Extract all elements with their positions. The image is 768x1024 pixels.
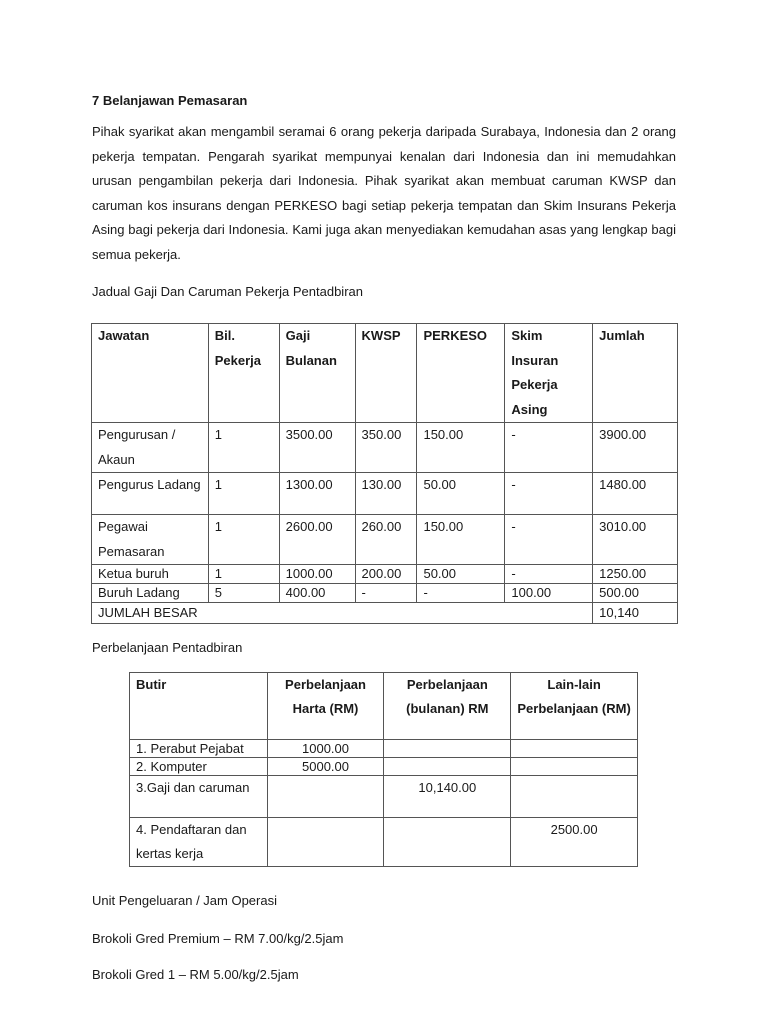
table-cell: 350.00	[355, 423, 417, 473]
table-cell: Ketua buruh	[92, 565, 209, 584]
table-cell: 50.00	[417, 473, 505, 515]
header-cell: Bil. Pekerja	[208, 324, 279, 423]
table-row	[130, 758, 638, 776]
price-line-grade1: Brokoli Gred 1 – RM 5.00/kg/2.5jam	[92, 967, 299, 982]
table-cell: 1	[208, 565, 279, 584]
header-cell: Jawatan	[92, 324, 209, 423]
table-cell: 4. Pendaftaran dan kertas kerja	[130, 818, 268, 867]
admin-expense-table	[129, 672, 638, 867]
table-cell: Pengurus Ladang	[92, 473, 209, 515]
total-value: 10,140	[593, 603, 678, 624]
table-total-row	[92, 603, 678, 624]
table-row	[130, 776, 638, 818]
table-header-row	[130, 673, 638, 740]
table-cell: Pegawai Pemasaran	[92, 515, 209, 565]
table-cell: 3.Gaji dan caruman	[130, 776, 268, 818]
salary-table	[91, 323, 678, 624]
table-cell: 2. Komputer	[130, 758, 268, 776]
total-label: JUMLAH BESAR	[92, 603, 593, 624]
table1-caption: Jadual Gaji Dan Caruman Pekerja Pentadbiran	[92, 284, 363, 299]
table-cell: 3900.00	[593, 423, 678, 473]
table-row	[92, 423, 678, 473]
table-row	[130, 818, 638, 867]
table-cell: 1	[208, 473, 279, 515]
table-cell: 3010.00	[593, 515, 678, 565]
intro-paragraph: Pihak syarikat akan mengambil seramai 6 orang pekerja daripada Surabaya, Indonesia dan 2 orang pekerja tempatan. Pengarah syarikat mempunyai kenalan dari Indonesia dan ini memudahkan urusan pengambilan pekerja dari Indonesia. Pihak syarikat akan membuat caruman KWSP dan caruman kos insurans dengan PERKESO bagi setiap pekerja tempatan dan Skim Insurans Pekerja Asing bagi pekerja dari Indonesia. Kami juga akan menyediakan kemudahan asas yang lengkap bagi semua pekerja.	[92, 124, 676, 262]
table-cell: -	[417, 584, 505, 603]
table-cell: 1. Perabut Pejabat	[130, 740, 268, 758]
header-cell: Perbelanjaan (bulanan) RM	[384, 673, 511, 740]
header-cell: Jumlah	[593, 324, 678, 423]
table-cell	[267, 776, 384, 818]
table-row	[92, 473, 678, 515]
table-cell: -	[355, 584, 417, 603]
table-row	[92, 515, 678, 565]
table-cell: 50.00	[417, 565, 505, 584]
table-cell: 1300.00	[279, 473, 355, 515]
table-cell	[511, 758, 638, 776]
table-header-row	[92, 324, 678, 423]
table-cell: 1000.00	[267, 740, 384, 758]
price-line-premium: Brokoli Gred Premium – RM 7.00/kg/2.5jam	[92, 931, 344, 946]
table-cell: -	[505, 423, 593, 473]
table-cell: 5000.00	[267, 758, 384, 776]
table-cell: 10,140.00	[384, 776, 511, 818]
table-cell: 260.00	[355, 515, 417, 565]
table-row	[130, 740, 638, 758]
table-cell	[511, 740, 638, 758]
table-cell: 150.00	[417, 515, 505, 565]
header-cell: Skim Insuran Pekerja Asing	[505, 324, 593, 423]
operation-heading: Unit Pengeluaran / Jam Operasi	[92, 893, 277, 908]
table-cell: 1	[208, 515, 279, 565]
table-cell	[511, 776, 638, 818]
table-cell: 1000.00	[279, 565, 355, 584]
table-cell	[384, 758, 511, 776]
table-cell	[267, 818, 384, 867]
table-cell: 1480.00	[593, 473, 678, 515]
table-cell: 500.00	[593, 584, 678, 603]
table-cell: 130.00	[355, 473, 417, 515]
table-cell	[384, 818, 511, 867]
table-row	[92, 584, 678, 603]
table-cell: 1	[208, 423, 279, 473]
table-cell: 3500.00	[279, 423, 355, 473]
header-cell: KWSP	[355, 324, 417, 423]
table2-caption: Perbelanjaan Pentadbiran	[92, 640, 243, 655]
table-cell: 100.00	[505, 584, 593, 603]
table-cell: 200.00	[355, 565, 417, 584]
table-cell: 2500.00	[511, 818, 638, 867]
table-cell: 2600.00	[279, 515, 355, 565]
table-cell: 5	[208, 584, 279, 603]
header-cell: Perbelanjaan Harta (RM)	[267, 673, 384, 740]
table-cell: 1250.00	[593, 565, 678, 584]
table-cell: -	[505, 473, 593, 515]
table-cell: 150.00	[417, 423, 505, 473]
section-heading: 7 Belanjawan Pemasaran	[92, 93, 248, 108]
table-cell: Pengurusan / Akaun	[92, 423, 209, 473]
table-cell: -	[505, 515, 593, 565]
header-cell: PERKESO	[417, 324, 505, 423]
header-cell: Butir	[130, 673, 268, 740]
table-cell: Buruh Ladang	[92, 584, 209, 603]
table-cell	[384, 740, 511, 758]
header-cell: Gaji Bulanan	[279, 324, 355, 423]
table-row	[92, 565, 678, 584]
header-cell: Lain-lain Perbelanjaan (RM)	[511, 673, 638, 740]
table-cell: -	[505, 565, 593, 584]
table-cell: 400.00	[279, 584, 355, 603]
